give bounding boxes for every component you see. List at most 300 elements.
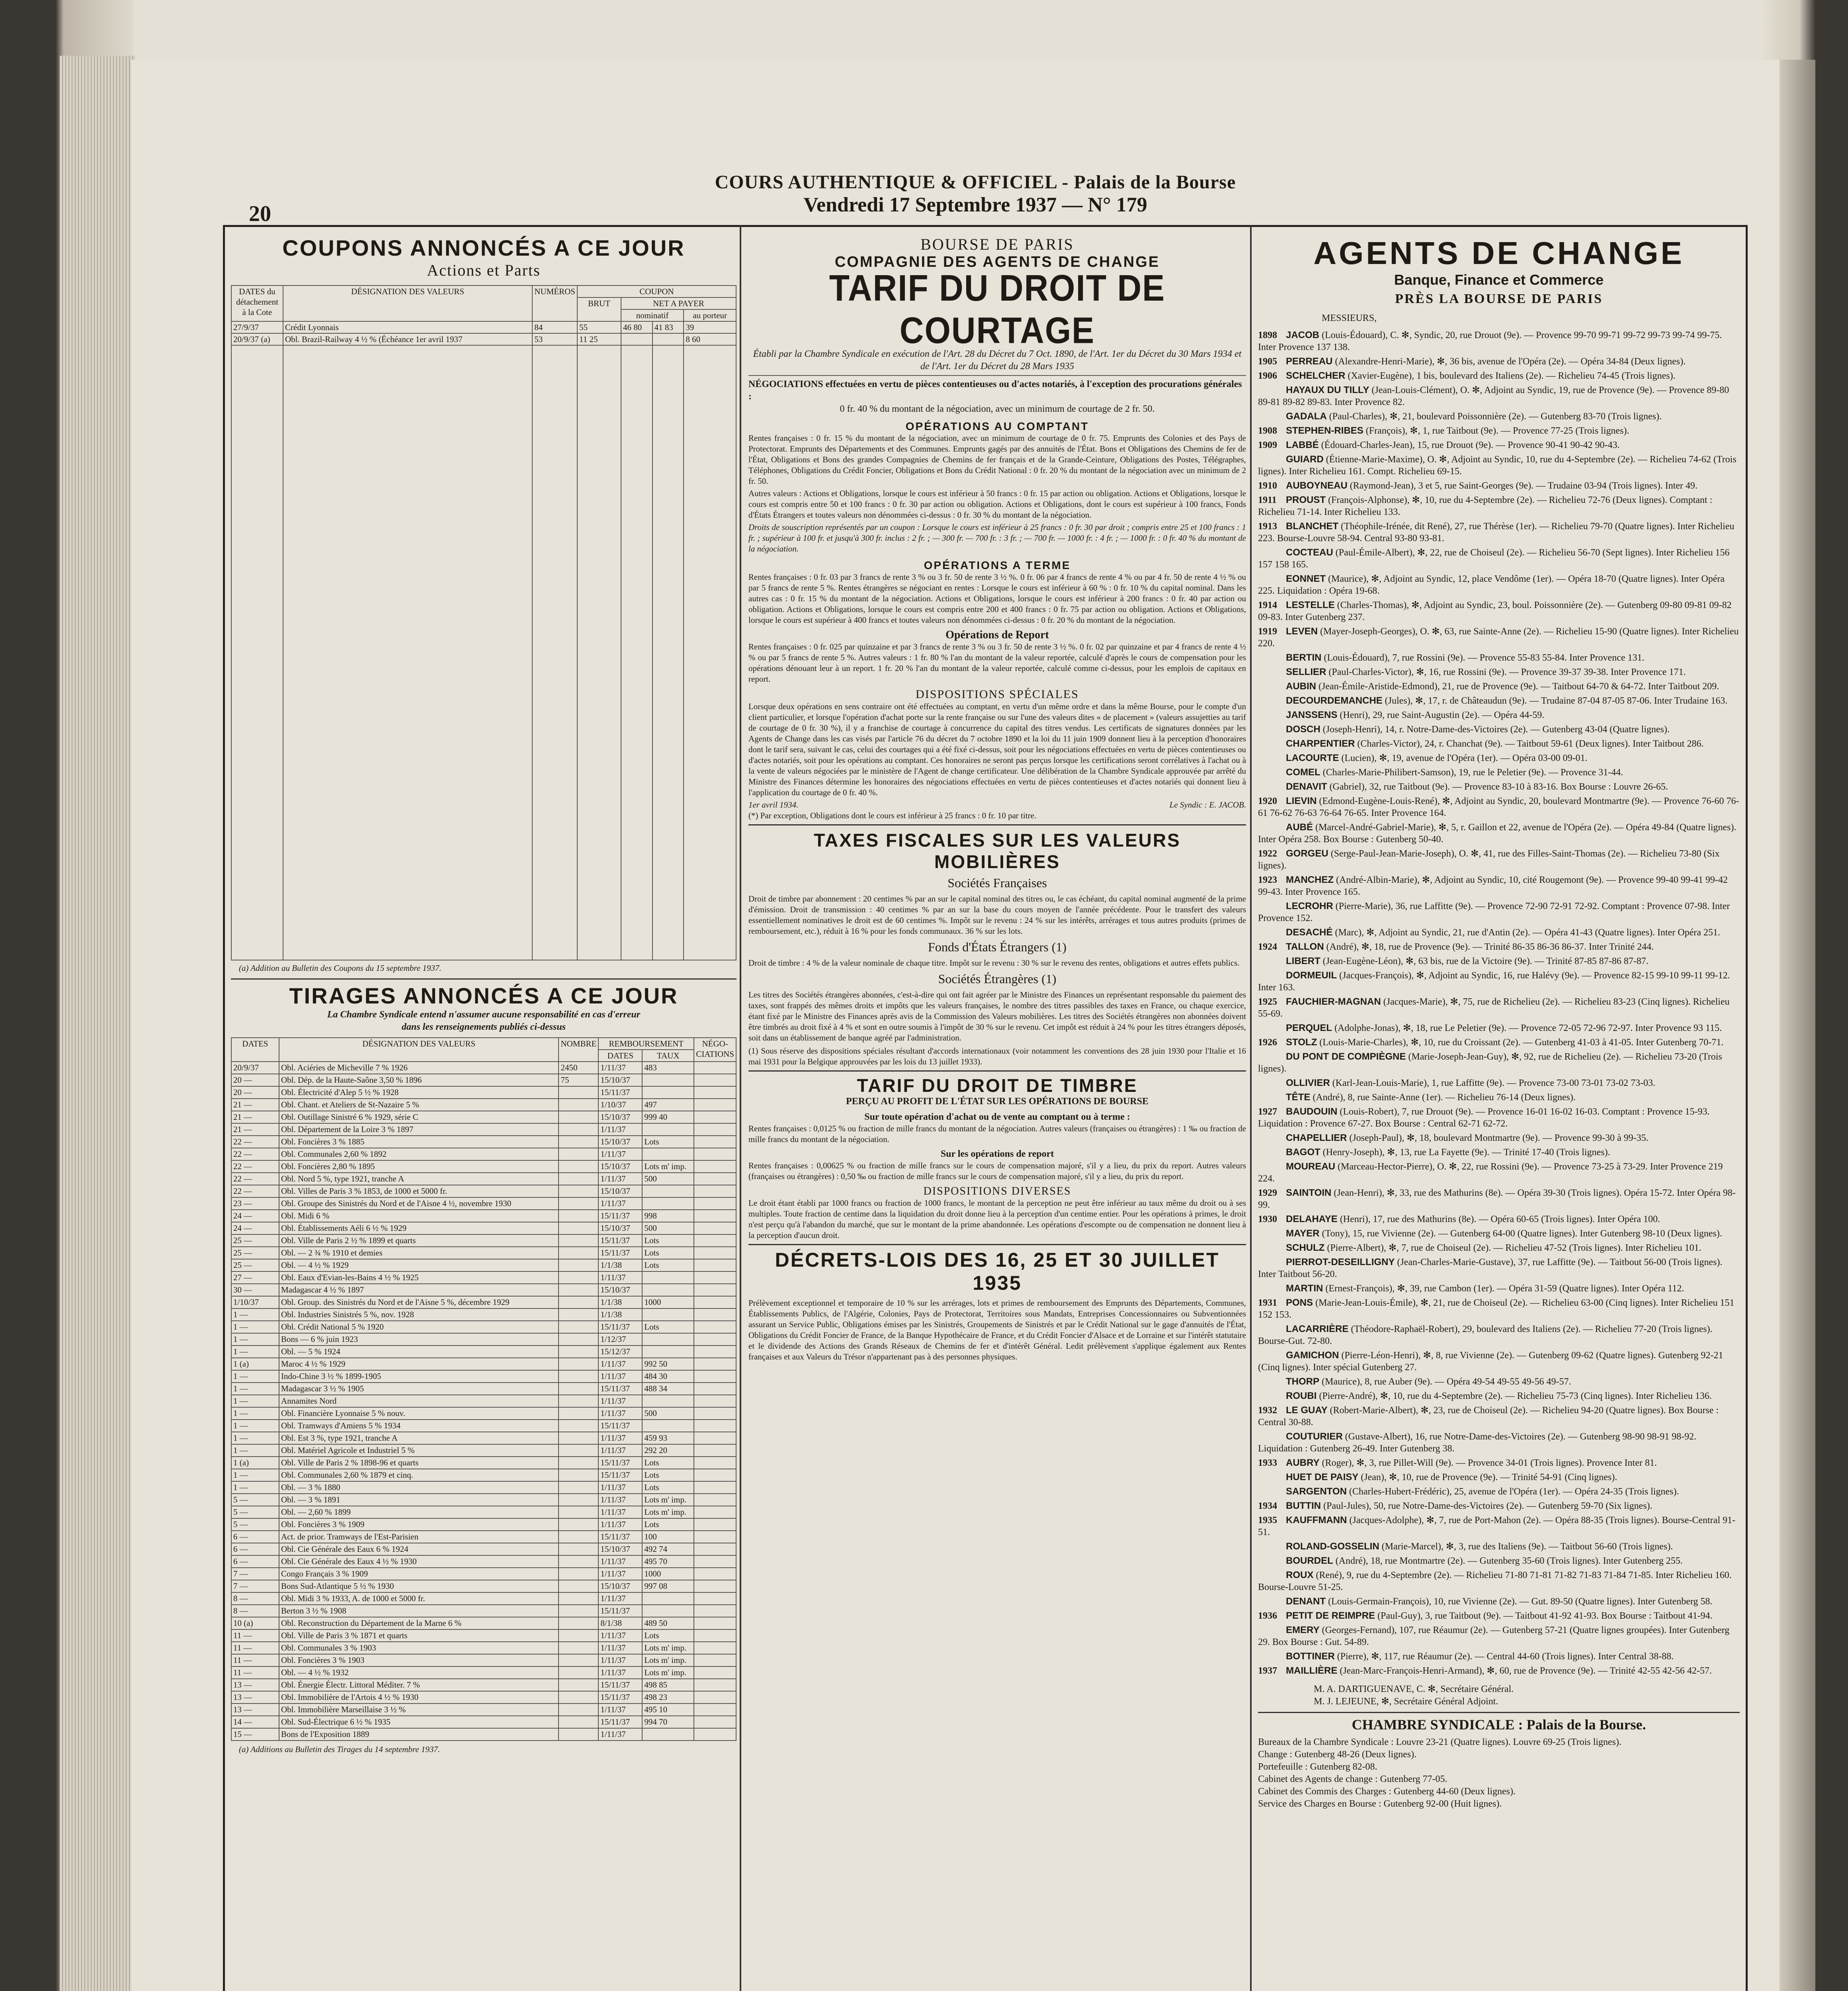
col-header: DATES du détachement à la Cote bbox=[231, 286, 283, 321]
tirage-cell bbox=[694, 1333, 736, 1346]
tirage-cell: 15/11/37 bbox=[598, 1383, 642, 1395]
col-header: DATES bbox=[231, 1038, 279, 1062]
agent-entry bbox=[1258, 329, 1740, 353]
coupon-cell: 11 25 bbox=[577, 333, 621, 345]
chambre-line: Change : Gutenberg 48-26 (Deux lignes). bbox=[1258, 1749, 1417, 1760]
agent-details: (Maurice), 8, rue Auber (9e). — Opéra 49-54 49-55 49-56 49-57. bbox=[1322, 1377, 1571, 1387]
courtage-title: TARIF DU DROIT DE COURTAGE bbox=[829, 267, 1166, 351]
coupon-cell: 53 bbox=[532, 333, 577, 345]
courtage-comptant-heading: OPÉRATIONS AU COMPTANT bbox=[905, 420, 1089, 432]
agent-entry bbox=[1258, 900, 1740, 924]
tirage-cell: 1 — bbox=[231, 1407, 279, 1420]
agent-details: (René), 9, rue du 4-Septembre (2e). — Richelieu 71-80 71-81 71-82 71-83 71-84 71-85. Inter Richelieu 160. Bourse-Louvre 51-25. bbox=[1258, 1570, 1732, 1592]
tirage-row bbox=[231, 1531, 736, 1543]
agent-year: 1925 bbox=[1258, 997, 1277, 1007]
tirage-cell: 488 34 bbox=[642, 1383, 694, 1395]
tirage-cell: 994 70 bbox=[642, 1716, 694, 1728]
agent-name: AUBIN bbox=[1286, 681, 1316, 692]
agent-details: (Jean), ✻, 10, rue de Provence (9e). — Trinité 54-91 (Cinq lignes). bbox=[1361, 1472, 1617, 1482]
tirage-cell bbox=[694, 1506, 736, 1518]
tirage-cell: 498 85 bbox=[642, 1679, 694, 1691]
agent-entry bbox=[1258, 1555, 1740, 1567]
masthead bbox=[557, 171, 1393, 217]
agent-details: (Jean-Charles-Marie-Gustave), 37, rue Laffitte (9e). — Taitbout 56-00 (Trois lignes). Inter Taitbout 56-20. bbox=[1258, 1257, 1723, 1279]
agent-entry bbox=[1258, 1077, 1740, 1089]
tirage-cell: Congo Français 3 % 1909 bbox=[279, 1568, 559, 1580]
tirage-cell: 15 — bbox=[231, 1728, 279, 1741]
timbre-title: TARIF DU DROIT DE TIMBRE bbox=[857, 1075, 1138, 1096]
tirage-cell: 15/11/37 bbox=[598, 1247, 642, 1259]
agent-name: HUET DE PAISY bbox=[1286, 1472, 1359, 1482]
agent-year: 1931 bbox=[1258, 1298, 1277, 1308]
tirage-cell bbox=[694, 1173, 736, 1185]
agent-year: 1923 bbox=[1258, 875, 1277, 885]
tirage-cell bbox=[559, 1605, 598, 1617]
agent-name: BERTIN bbox=[1286, 652, 1322, 663]
tirage-cell: 25 — bbox=[231, 1259, 279, 1271]
col-header: TAUX bbox=[642, 1050, 694, 1062]
agent-name: BOURDEL bbox=[1286, 1555, 1333, 1566]
agent-name: MOUREAU bbox=[1286, 1161, 1335, 1172]
tirage-cell: Obl. Crédit National 5 % 1920 bbox=[279, 1321, 559, 1333]
agent-details: (Robert-Marie-Albert), ✻, 23, rue de Choiseul (2e). — Richelieu 94-20 (Quatre lignes). Box Bourse : Central 30-88. bbox=[1258, 1405, 1719, 1428]
agent-name: MANCHEZ bbox=[1286, 874, 1334, 885]
tirage-cell bbox=[559, 1222, 598, 1234]
col-header: DÉSIGNATION DES VALEURS bbox=[279, 1038, 559, 1062]
agent-year: 1927 bbox=[1258, 1107, 1277, 1117]
agent-name: SAINTOIN bbox=[1286, 1187, 1332, 1198]
tirage-cell bbox=[559, 1234, 598, 1247]
tirage-cell: Act. de prior. Tramways de l'Est-Parisien bbox=[279, 1531, 559, 1543]
tirage-cell bbox=[694, 1271, 736, 1284]
agent-name: MAILLIÈRE bbox=[1286, 1665, 1338, 1676]
tirage-cell: 22 — bbox=[231, 1185, 279, 1197]
agent-year: 1936 bbox=[1258, 1611, 1277, 1621]
agent-entry bbox=[1258, 425, 1740, 437]
agent-entry bbox=[1258, 781, 1740, 793]
tirage-cell bbox=[694, 1716, 736, 1728]
tirage-cell: 1/11/37 bbox=[598, 1432, 642, 1444]
agent-details: (Marc), ✻, Adjoint au Syndic, 21, rue d'Antin (2e). — Opéra 41-43 (Quatre lignes). Inter Opéra 251. bbox=[1335, 927, 1720, 938]
tirage-row bbox=[231, 1160, 736, 1173]
tirage-cell bbox=[694, 1185, 736, 1197]
tirage-cell bbox=[694, 1605, 736, 1617]
agent-name: BLANCHET bbox=[1286, 521, 1338, 532]
tirage-cell: 1 — bbox=[231, 1395, 279, 1407]
agent-details: (Jean-Louis-Clément), O. ✻, Adjoint au Syndic, 19, rue de Provence (9e). — Provence 89-80 89-81 89-82 89-83. Inter Provence 82. bbox=[1258, 385, 1729, 407]
agent-entry bbox=[1258, 1457, 1740, 1469]
tirage-cell bbox=[694, 1691, 736, 1703]
tirage-cell: 7 — bbox=[231, 1580, 279, 1592]
tirage-cell: 1/11/37 bbox=[598, 1728, 642, 1741]
agent-name: DENAVIT bbox=[1286, 781, 1327, 792]
agent-details: (Pierre-André), ✻, 10, rue du 4-Septembre (2e). — Richelieu 75-73 (Cinq lignes). Inter Richelieu 136. bbox=[1319, 1391, 1712, 1401]
courtage-comptant-other: Autres valeurs : Actions et Obligations, lorsque le cours est inférieur à 50 francs : 0 fr. 15 par action ou obligation. Actions et Obligations, lorsque le cours est compris entre 50 et 100 francs : 0 fr. 30 par action ou obligation. Actions et Obligations, dont le cours est supérieur à 100 francs, Fonds d'États Étrangers et toutes valeurs non dénommées ci-dessus : 0 fr. 30 % du montant de la négociation. bbox=[748, 489, 1246, 520]
timbre-t2: Rentes françaises : 0,00625 % ou fraction de mille francs sur le cours de compensation majoré, s'il y a lieu, du prix du report. Autres valeurs (françaises ou étrangères) : 0,50 ‰ ou fraction de mille francs sur le cours de compensation majoré, s'il y a lieu, du prix du report. bbox=[748, 1161, 1246, 1181]
column-left bbox=[231, 231, 736, 1991]
tirage-cell bbox=[559, 1432, 598, 1444]
agent-name: PETIT DE REIMPRE bbox=[1286, 1610, 1375, 1621]
tirage-cell bbox=[694, 1160, 736, 1173]
agent-details: (André-Albin-Marie), ✻, Adjoint au Syndic, 10, cité Rougemont (9e). — Provence 99-40 99-41 99-42 99-43. Inter Provence 165. bbox=[1258, 875, 1728, 897]
agent-details: (Maurice), ✻, Adjoint au Syndic, 12, place Vendôme (1er). — Opéra 18-70 (Quatre lignes). Inter Opéra 225. Liquidation : Opéra 19-68. bbox=[1258, 574, 1725, 596]
agent-year: 1932 bbox=[1258, 1405, 1277, 1416]
agent-details: (Marcel-André-Gabriel-Marie), ✻, 5, r. Gaillon et 22, avenue de l'Opéra (2e). — Opéra 49-84 (Quatre lignes). Inter Opéra 258. Box Bourse : Gutenberg 50-40. bbox=[1258, 822, 1737, 845]
tirage-cell bbox=[559, 1370, 598, 1383]
tirage-row bbox=[231, 1469, 736, 1481]
tirage-cell: 11 — bbox=[231, 1629, 279, 1642]
tirage-cell: 1/11/37 bbox=[598, 1148, 642, 1160]
agent-entry bbox=[1258, 738, 1740, 750]
tirage-cell: Obl. Foncières 3 % 1909 bbox=[279, 1518, 559, 1531]
binding-gutter bbox=[1780, 60, 1815, 1991]
tirage-row bbox=[231, 1518, 736, 1531]
courtage-org: COMPAGNIE DES AGENTS DE CHANGE bbox=[834, 254, 1160, 270]
agent-year: 1924 bbox=[1258, 942, 1277, 952]
tirage-cell bbox=[694, 1642, 736, 1654]
agent-entry bbox=[1258, 573, 1740, 597]
courtage-date: 1er avril 1934. bbox=[748, 800, 799, 810]
agent-details: (Charles-Victor), 24, r. Chanchat (9e). — Taitbout 59-61 (Deux lignes). Inter Taitbout 286. bbox=[1357, 739, 1704, 749]
tirage-row bbox=[231, 1716, 736, 1728]
tirage-cell: Lots m' imp. bbox=[642, 1654, 694, 1666]
tirage-cell: 11 — bbox=[231, 1666, 279, 1679]
agent-details: (Karl-Jean-Louis-Marie), 1, rue Laffitte (9e). — Provence 73-00 73-01 73-02 73-03. bbox=[1332, 1078, 1655, 1088]
agent-name: ROUBI bbox=[1286, 1391, 1317, 1401]
agent-details: (Gabriel), 32, rue Taitbout (9e). — Provence 83-10 à 83-16. Box Bourse : Louvre 26-65. bbox=[1329, 782, 1668, 792]
agent-details: (Xavier-Eugène), 1 bis, boulevard des Italiens (2e). — Richelieu 74-45 (Trois lignes). bbox=[1348, 371, 1676, 381]
agent-details: (Paul-Charles), ✻, 21, boulevard Poissonnière (2e). — Gutenberg 83-70 (Trois lignes). bbox=[1329, 411, 1662, 422]
tirage-cell: 5 — bbox=[231, 1518, 279, 1531]
tirage-cell bbox=[642, 1197, 694, 1210]
tirage-cell: 25 — bbox=[231, 1234, 279, 1247]
tirage-cell bbox=[642, 1123, 694, 1136]
courtage-neg-rate: 0 fr. 40 % du montant de la négociation, avec un minimum de courtage de 2 fr. 50. bbox=[840, 404, 1155, 414]
agents-messieurs: MESSIEURS, bbox=[1322, 313, 1377, 323]
tirage-cell: 15/11/37 bbox=[598, 1605, 642, 1617]
tirage-cell bbox=[642, 1395, 694, 1407]
agent-entry bbox=[1258, 1569, 1740, 1593]
chambre-title: CHAMBRE SYNDICALE : Palais de la Bourse. bbox=[1352, 1717, 1646, 1733]
tirage-cell: Lots m' imp. bbox=[642, 1642, 694, 1654]
agent-details: (François), ✻, 1, rue Taitbout (9e). — Provence 77-25 (Trois lignes). bbox=[1365, 426, 1629, 436]
tirage-cell: 1/11/37 bbox=[598, 1555, 642, 1568]
agent-entry bbox=[1258, 1242, 1740, 1254]
tirage-cell: Obl. Dép. de la Haute-Saône 3,50 % 1896 bbox=[279, 1074, 559, 1086]
courtage-signature: Le Syndic : E. JACOB. bbox=[1169, 800, 1246, 810]
tirage-row bbox=[231, 1617, 736, 1629]
tirage-cell: 1 — bbox=[231, 1444, 279, 1457]
tirage-cell: Obl. — 4 ½ % 1932 bbox=[279, 1666, 559, 1679]
tirage-cell: 7 — bbox=[231, 1568, 279, 1580]
courtage-negociations: NÉGOCIATIONS effectuées en vertu de pièces contentieuses ou d'actes notariés, à l'exception des procurations générales : bbox=[748, 379, 1242, 402]
agent-year: 1908 bbox=[1258, 426, 1277, 436]
agent-entry bbox=[1258, 1665, 1740, 1677]
tirage-cell bbox=[694, 1629, 736, 1642]
tirage-cell bbox=[559, 1568, 598, 1580]
courtage-intro: Établi par la Chambre Syndicale en exécution de l'Art. 28 du Décret du 7 Oct. 1890, de l'Art. 1er du Décret du 30 Mars 1934 et de l'Art. 1er du Décret du 28 Mars 1935 bbox=[753, 349, 1242, 372]
tirage-cell: 20 — bbox=[231, 1086, 279, 1099]
agent-name: COUTURIER bbox=[1286, 1431, 1343, 1442]
tirage-row bbox=[231, 1333, 736, 1346]
agent-year: 1935 bbox=[1258, 1515, 1277, 1526]
agent-year: 1906 bbox=[1258, 371, 1277, 381]
tirage-cell: 1/11/37 bbox=[598, 1444, 642, 1457]
agent-entry bbox=[1258, 795, 1740, 819]
tirage-cell: 21 — bbox=[231, 1111, 279, 1123]
tirage-cell: Obl. Communales 3 % 1903 bbox=[279, 1642, 559, 1654]
tirage-cell bbox=[694, 1444, 736, 1457]
tirage-cell: 15/11/37 bbox=[598, 1234, 642, 1247]
tirage-cell: 492 74 bbox=[642, 1543, 694, 1555]
tirage-cell: 23 — bbox=[231, 1197, 279, 1210]
tirage-cell: 8/1/38 bbox=[598, 1617, 642, 1629]
tirage-cell bbox=[559, 1531, 598, 1543]
tirage-cell: Obl. Tramways d'Amiens 5 % 1934 bbox=[279, 1420, 559, 1432]
tirage-cell: 75 bbox=[559, 1074, 598, 1086]
tirage-row bbox=[231, 1728, 736, 1741]
agent-details: (Jacques-Marie), ✻, 75, rue de Richelieu (2e). — Richelieu 83-23 (Cinq lignes). Richelieu 55-69. bbox=[1258, 997, 1730, 1019]
tirages-title: TIRAGES ANNONCÉS A CE JOUR bbox=[289, 983, 678, 1008]
tirage-cell: 497 bbox=[642, 1099, 694, 1111]
agent-details: (André), 18, rue Montmartre (2e). — Gutenberg 35-60 (Trois lignes). Inter Gutenberg 255. bbox=[1335, 1556, 1683, 1566]
agent-details: (Jacques-François), ✻, Adjoint au Syndic, 16, rue Halévy (9e). — Provence 82-15 99-10 99-11 99-12. Inter 163. bbox=[1258, 970, 1730, 993]
agent-year: 1905 bbox=[1258, 356, 1277, 367]
tirage-cell: 495 10 bbox=[642, 1703, 694, 1716]
agent-year: 1914 bbox=[1258, 600, 1277, 610]
agent-details: (François-Alphonse), ✻, 10, rue du 4-Septembre (2e). — Richelieu 72-76 (Deux lignes). Comptant : Richelieu 71-14. Inter Richelieu 133. bbox=[1258, 495, 1713, 517]
tirage-cell: 498 23 bbox=[642, 1691, 694, 1703]
agent-year: 1909 bbox=[1258, 440, 1277, 450]
agent-name: TALLON bbox=[1286, 941, 1324, 952]
agent-details: (Henri), 29, rue Saint-Augustin (2e). — Opéra 44-59. bbox=[1340, 710, 1545, 720]
agent-details: (Adolphe-Jonas), ✻, 18, rue Le Peletier (9e). — Provence 72-05 72-96 72-97. Inter Provence 93 115. bbox=[1334, 1023, 1722, 1033]
tirage-cell: Obl. Outillage Sinistré 6 % 1929, série C bbox=[279, 1111, 559, 1123]
agent-entry bbox=[1258, 955, 1740, 967]
tirage-row bbox=[231, 1210, 736, 1222]
agent-name: LECROHR bbox=[1286, 901, 1333, 911]
tirage-cell bbox=[694, 1432, 736, 1444]
agent-entry bbox=[1258, 1091, 1740, 1103]
agent-details: (Édouard-Charles-Jean), 15, rue Drouot (9e). — Provence 90-41 90-42 90-43. bbox=[1321, 440, 1620, 450]
tirage-cell: 15/11/37 bbox=[598, 1420, 642, 1432]
tirage-cell: 1 — bbox=[231, 1321, 279, 1333]
tirage-row bbox=[231, 1284, 736, 1296]
tirage-cell bbox=[559, 1457, 598, 1469]
agent-entry bbox=[1258, 1323, 1740, 1347]
tirage-cell bbox=[559, 1197, 598, 1210]
tirage-cell: 15/10/37 bbox=[598, 1074, 642, 1086]
agent-entry bbox=[1258, 1514, 1740, 1538]
tirage-cell: 459 93 bbox=[642, 1432, 694, 1444]
tirage-cell: 13 — bbox=[231, 1679, 279, 1691]
agent-entry bbox=[1258, 1037, 1740, 1048]
tirage-row bbox=[231, 1346, 736, 1358]
tirage-cell bbox=[559, 1333, 598, 1346]
col-header: nominatif bbox=[621, 309, 684, 321]
tirage-cell: 999 40 bbox=[642, 1111, 694, 1123]
tirage-cell bbox=[694, 1469, 736, 1481]
tirage-cell: Obl. — 2,60 % 1899 bbox=[279, 1506, 559, 1518]
coupon-row bbox=[231, 321, 736, 333]
tirage-cell bbox=[694, 1457, 736, 1469]
agent-details: (Joseph-Henri), 14, r. Notre-Dame-des-Victoires (2e). — Gutenberg 43-04 (Quatre lignes). bbox=[1323, 724, 1670, 735]
tirage-cell bbox=[642, 1271, 694, 1284]
tirage-cell: 15/11/37 bbox=[598, 1086, 642, 1099]
tirage-cell: 1/11/37 bbox=[598, 1568, 642, 1580]
tirage-cell bbox=[694, 1370, 736, 1383]
tirage-cell: 22 — bbox=[231, 1136, 279, 1148]
tirage-cell: 1/11/37 bbox=[598, 1506, 642, 1518]
tirage-cell bbox=[694, 1481, 736, 1494]
tirage-cell: Obl. Financière Lyonnaise 5 % nouv. bbox=[279, 1407, 559, 1420]
tirage-cell bbox=[694, 1407, 736, 1420]
agent-name: STEPHEN-RIBES bbox=[1286, 425, 1364, 436]
tirage-cell: 24 — bbox=[231, 1222, 279, 1234]
tirage-cell: Obl. Ville de Paris 2 % 1898-96 et quarts bbox=[279, 1457, 559, 1469]
tirage-cell bbox=[559, 1086, 598, 1099]
agent-name: DOSCH bbox=[1286, 724, 1321, 735]
agent-name: LIBERT bbox=[1286, 956, 1321, 966]
tirage-cell: Obl. Midi 3 % 1933, A. de 1000 et 5000 fr. bbox=[279, 1592, 559, 1605]
tirage-cell: Lots bbox=[642, 1321, 694, 1333]
masthead-date: Vendredi 17 Septembre 1937 — N° 179 bbox=[803, 194, 1147, 216]
tirage-cell: Obl. Est 3 %, type 1921, tranche A bbox=[279, 1432, 559, 1444]
tirage-cell: Bons — 6 % juin 1923 bbox=[279, 1333, 559, 1346]
tirage-cell bbox=[559, 1210, 598, 1222]
agent-name: EMERY bbox=[1286, 1625, 1320, 1635]
tirage-cell: 15/10/37 bbox=[598, 1580, 642, 1592]
agent-entry bbox=[1258, 821, 1740, 845]
coupons-title: COUPONS ANNONCÉS A CE JOUR bbox=[282, 235, 685, 260]
agent-year: 1911 bbox=[1258, 495, 1277, 505]
tirage-cell: Indo-Chine 3 ½ % 1899-1905 bbox=[279, 1370, 559, 1383]
coupons-subtitle: Actions et Parts bbox=[427, 261, 541, 279]
tirages-note: La Chambre Syndicale entend n'assumer aucune responsabilité en cas d'erreur bbox=[327, 1009, 641, 1020]
tirage-cell bbox=[694, 1592, 736, 1605]
agent-name: DENANT bbox=[1286, 1596, 1326, 1607]
tirage-cell: 484 30 bbox=[642, 1370, 694, 1383]
tirage-row bbox=[231, 1420, 736, 1432]
agent-details: (Tony), 15, rue Vivienne (2e). — Gutenberg 64-00 (Quatre lignes). Inter Gutenberg 98-10 (Deux lignes). bbox=[1322, 1228, 1722, 1239]
tirages-footnote: (a) Additions au Bulletin des Tirages du 14 septembre 1937. bbox=[239, 1745, 440, 1754]
courtage-terme: Rentes françaises : 0 fr. 03 par 3 francs de rente 3 % ou 3 fr. 50 de rente 3 ½ %. 0 fr. 06 par 4 francs de rente 4 % ou par 4 fr. 50 de rente 4 ½ % ou par 5 francs de rente 5 %. Rentes étrangères se négociant en rentes : Lorsque le cours est inférieur à 60 % : 0 fr. 10 % du capital nominal. Dans les autres cas : 0 fr. 15 % du montant de la négociation. Actions et Obligations, lorsque le cours est inférieur à 200 francs : 0 fr. 40 par action ou obligation. Actions et Obligations, lorsque le cours est compris entre 200 et 400 francs : 0 fr. 75 par action ou obligation. Actions et Obligations, lorsque le cours est supérieur à 400 francs et toutes valeurs non dénommées ci-dessus : 0 fr. 20 % du montant de la négociation. bbox=[748, 572, 1246, 625]
tirage-cell bbox=[642, 1728, 694, 1741]
agent-name: PROUST bbox=[1286, 495, 1326, 505]
coupon-cell: 27/9/37 bbox=[231, 321, 283, 333]
agent-entry bbox=[1258, 1500, 1740, 1512]
tirage-row bbox=[231, 1173, 736, 1185]
tirage-row bbox=[231, 1481, 736, 1494]
tirage-cell bbox=[559, 1099, 598, 1111]
coupon-cell: 8 60 bbox=[684, 333, 736, 345]
column-right bbox=[1258, 231, 1740, 1991]
tirage-cell bbox=[559, 1629, 598, 1642]
tirage-cell bbox=[559, 1321, 598, 1333]
tirage-cell: 1/11/37 bbox=[598, 1370, 642, 1383]
tirage-cell bbox=[694, 1111, 736, 1123]
tirage-row bbox=[231, 1605, 736, 1617]
tirage-cell bbox=[694, 1703, 736, 1716]
tirage-cell: 15/10/37 bbox=[598, 1543, 642, 1555]
tirage-cell: 1 — bbox=[231, 1420, 279, 1432]
courtage-disp-heading: DISPOSITIONS SPÉCIALES bbox=[916, 688, 1079, 701]
tirage-cell bbox=[559, 1346, 598, 1358]
tirage-cell: 1/11/37 bbox=[598, 1358, 642, 1370]
tirage-cell bbox=[559, 1420, 598, 1432]
agent-year: 1934 bbox=[1258, 1501, 1277, 1511]
agents-adjoint: M. J. LEJEUNE, ✻, Secrétaire Général Adjoint. bbox=[1314, 1696, 1498, 1707]
agent-details: (Marie-Marcel), ✻, 3, rue des Italiens (9e). — Taitbout 56-60 (Trois lignes). bbox=[1381, 1541, 1673, 1552]
taxes-soc: Les titres des Sociétés étrangères abonnées, c'est-à-dire qui ont fait agréer par le Ministre des Finances un représentant responsable du paiement des taxes, sont frappés des mêmes droits et impôts que les valeurs françaises, le nombre des titres passibles des taxes en France, ou chaque exercice, étant fixé par le Ministre des Finances après avis de la Commission des Valeurs mobilières. Les titres des Sociétés étrangères non abonnées doivent être timbrés au droit fixé à 4 % et sont en outre soumis à l'impôt de 30 % sur le revenu. Cet impôt est réduit à 24 % pour les titres étrangers déposés, soit dans un établissement de banque agréé par l'administration. bbox=[748, 990, 1246, 1042]
agent-details: (Joseph-Paul), ✻, 18, boulevard Montmartre (9e). — Provence 99-30 à 99-35. bbox=[1349, 1133, 1649, 1143]
tirage-cell: 1 (a) bbox=[231, 1358, 279, 1370]
tirage-cell: 1/11/37 bbox=[598, 1173, 642, 1185]
tirage-cell bbox=[694, 1679, 736, 1691]
agent-details: (André), ✻, 18, rue de Provence (9e). — Trinité 86-35 86-36 86-37. Inter Trinité 244. bbox=[1326, 942, 1654, 952]
tirage-cell: 1/11/37 bbox=[598, 1654, 642, 1666]
tirage-cell: Lots m' imp. bbox=[642, 1666, 694, 1679]
tirage-cell bbox=[694, 1234, 736, 1247]
tirage-cell bbox=[559, 1691, 598, 1703]
tirage-cell bbox=[559, 1654, 598, 1666]
tirage-cell: 1/12/37 bbox=[598, 1333, 642, 1346]
tirage-cell bbox=[559, 1296, 598, 1308]
tirage-cell bbox=[559, 1148, 598, 1160]
agent-details: (Paul-Guy), 3, rue Taitbout (9e). — Taitbout 41-92 41-93. Box Bourse : Taitbout 41-94. bbox=[1377, 1611, 1713, 1621]
tirage-cell: Lots bbox=[642, 1457, 694, 1469]
tirage-row bbox=[231, 1136, 736, 1148]
tirage-cell bbox=[642, 1086, 694, 1099]
tirage-cell bbox=[694, 1296, 736, 1308]
tirage-cell: Obl. — 3 % 1891 bbox=[279, 1494, 559, 1506]
tirage-row bbox=[231, 1062, 736, 1074]
tirage-cell bbox=[694, 1383, 736, 1395]
agent-name: LESTELLE bbox=[1286, 600, 1335, 610]
tirage-cell: 21 — bbox=[231, 1099, 279, 1111]
coupon-cell bbox=[621, 333, 652, 345]
tirage-cell bbox=[642, 1592, 694, 1605]
tirage-cell: 500 bbox=[642, 1222, 694, 1234]
agent-entry bbox=[1258, 724, 1740, 735]
agent-details: (Serge-Paul-Jean-Marie-Joseph), O. ✻, 41, rue des Filles-Saint-Thomas (2e). — Richelieu 73-80 (Six lignes). bbox=[1258, 849, 1720, 871]
tirage-cell: 5 — bbox=[231, 1506, 279, 1518]
agent-name: DESACHÉ bbox=[1286, 927, 1333, 938]
masthead-title: COURS AUTHENTIQUE & OFFICIEL - Palais de la Bourse bbox=[715, 172, 1236, 193]
agent-name: PONS bbox=[1286, 1297, 1313, 1308]
agent-entry bbox=[1258, 996, 1740, 1020]
tirage-cell: 22 — bbox=[231, 1173, 279, 1185]
agent-details: (Louis-Marie-Charles), ✻, 10, rue du Croissant (2e). — Gutenberg 41-03 à 41-05. Inter Gutenberg 70-71. bbox=[1319, 1037, 1724, 1048]
tirage-cell: Annamites Nord bbox=[279, 1395, 559, 1407]
agent-name: CHARPENTIER bbox=[1286, 738, 1355, 749]
tirages-table bbox=[231, 1037, 736, 1741]
tirage-cell: Lots bbox=[642, 1259, 694, 1271]
agent-name: ROUX bbox=[1286, 1570, 1314, 1580]
agent-entry bbox=[1258, 1051, 1740, 1075]
tirage-cell: 489 50 bbox=[642, 1617, 694, 1629]
agent-year: 1930 bbox=[1258, 1214, 1277, 1224]
agent-year: 1933 bbox=[1258, 1458, 1277, 1468]
col-header: COUPON bbox=[577, 286, 736, 297]
agent-details: (Étienne-Marie-Maxime), O. ✻, Adjoint au Syndic, 10, rue du 4-Septembre (2e). — Richelieu 74-62 (Trois lignes). Inter Richelieu 161. Compt. Richelieu 69-15. bbox=[1258, 454, 1737, 477]
tirage-cell bbox=[642, 1333, 694, 1346]
tirage-cell: Berton 3 ½ % 1908 bbox=[279, 1605, 559, 1617]
agent-details: (Jean-Émile-Aristide-Edmond), 21, rue de Provence (9e). — Taitbout 64-70 & 64-72. Inter Taitbout 209. bbox=[1319, 681, 1719, 692]
tirage-row bbox=[231, 1580, 736, 1592]
tirage-cell: 1/1/38 bbox=[598, 1259, 642, 1271]
agent-name: LEVEN bbox=[1286, 626, 1318, 637]
